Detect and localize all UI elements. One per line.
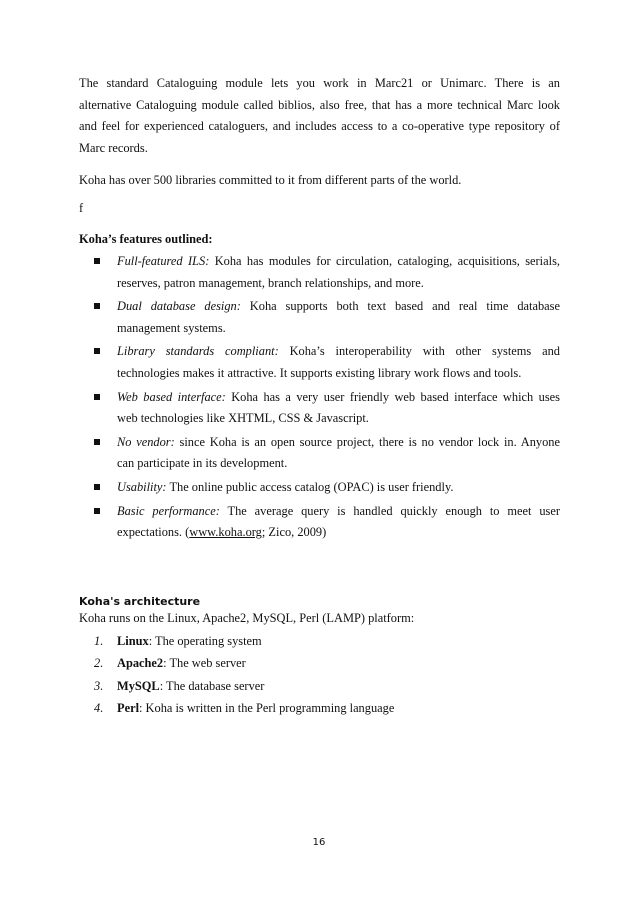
- square-bullet-icon: [94, 439, 100, 445]
- feature-line: [117, 251, 560, 273]
- list-number: 1.: [94, 634, 104, 648]
- libraries-paragraph: Koha has over 500 libraries committed to it from different parts of the world.: [79, 173, 462, 187]
- square-bullet-icon: [94, 484, 100, 490]
- intro-line: The standard Cataloguing module lets you work in Marc21 or Unimarc. There is an: [79, 76, 560, 90]
- component-description: : The web server: [163, 656, 246, 671]
- feature-line: web technologies like XHTML, CSS & Javascript.: [117, 411, 369, 426]
- list-number: 3.: [94, 678, 104, 693]
- feature-line: management systems.: [117, 320, 226, 335]
- feature-item: [79, 432, 560, 475]
- feature-item: [79, 296, 560, 339]
- page-number: 16: [312, 837, 326, 848]
- feature-line: [117, 296, 560, 318]
- feature-text: expectations. (: [117, 525, 190, 540]
- koha-website-link[interactable]: www.koha.org: [189, 525, 262, 540]
- feature-line: can participate in its development.: [117, 456, 288, 471]
- architecture-list: [79, 631, 394, 721]
- feature-term: Usability:: [117, 479, 167, 494]
- intro-paragraph: [79, 73, 560, 159]
- feature-item: [79, 251, 560, 294]
- feature-text: Koha supports both text based and real time database: [249, 299, 560, 314]
- feature-item: [79, 501, 560, 544]
- component-description: : The operating system: [148, 634, 262, 648]
- feature-text: Koha has a very user friendly web based interface which uses: [231, 389, 560, 404]
- features-heading: Koha’s features outlined:: [79, 232, 213, 246]
- component-description: : Koha is written in the Perl programming language: [139, 701, 395, 716]
- square-bullet-icon: [94, 348, 100, 354]
- feature-text: Koha has modules for circulation, cataloging, acquisitions, serials,: [214, 254, 560, 268]
- feature-line: [117, 477, 560, 499]
- square-bullet-icon: [94, 303, 100, 309]
- feature-text: ; Zico, 2009): [261, 525, 327, 540]
- feature-item: [79, 341, 560, 384]
- stray-character: f: [79, 201, 84, 215]
- feature-line: [117, 501, 560, 523]
- component-name: MySQL: [117, 678, 160, 693]
- architecture-item: [79, 631, 394, 653]
- feature-term: Dual database design:: [117, 299, 241, 314]
- square-bullet-icon: [94, 394, 100, 400]
- intro-line: and feel for experienced cataloguers, and includes access to a co-operative type repository of: [79, 119, 560, 134]
- list-number: 2.: [94, 656, 104, 671]
- feature-item: [79, 477, 560, 499]
- feature-term: No vendor:: [117, 434, 175, 449]
- features-list: [79, 251, 560, 546]
- square-bullet-icon: [94, 508, 100, 514]
- component-name: Perl: [117, 701, 140, 716]
- feature-line: [117, 387, 560, 409]
- architecture-item: [79, 698, 394, 720]
- feature-term: Basic performance:: [117, 503, 220, 518]
- feature-term: Web based interface:: [117, 389, 226, 404]
- feature-text: The average query is handled quickly enough to meet user: [227, 503, 560, 518]
- intro-line: Marc records.: [79, 140, 148, 155]
- feature-line: reserves, patron management, branch relationships, and more.: [117, 275, 424, 290]
- component-name: Linux: [117, 634, 149, 648]
- architecture-item: [79, 676, 394, 698]
- architecture-intro: Koha runs on the Linux, Apache2, MySQL, Perl (LAMP) platform:: [79, 611, 415, 625]
- component-name: Apache2: [117, 656, 164, 671]
- feature-text: Koha’s interoperability with other systems and: [289, 344, 560, 359]
- feature-line: [117, 432, 560, 454]
- feature-line: technologies makes it attractive. It supports existing library work flows and tools.: [117, 365, 522, 380]
- feature-line: [117, 522, 560, 544]
- component-description: : The database server: [159, 678, 265, 693]
- square-bullet-icon: [94, 258, 100, 264]
- list-number: 4.: [94, 701, 104, 716]
- intro-line: alternative Cataloguing module called biblios, also free, that has a more technical Marc look: [79, 97, 560, 112]
- architecture-item: [79, 653, 394, 675]
- feature-term: Library standards compliant:: [117, 344, 279, 359]
- feature-item: [79, 387, 560, 430]
- architecture-heading: Koha's architecture: [79, 595, 201, 608]
- feature-text: The online public access catalog (OPAC) is user friendly.: [169, 479, 454, 494]
- feature-term: Full-featured ILS:: [117, 254, 210, 268]
- feature-text: since Koha is an open source project, there is no vendor lock in. Anyone: [179, 434, 561, 449]
- feature-line: [117, 341, 560, 363]
